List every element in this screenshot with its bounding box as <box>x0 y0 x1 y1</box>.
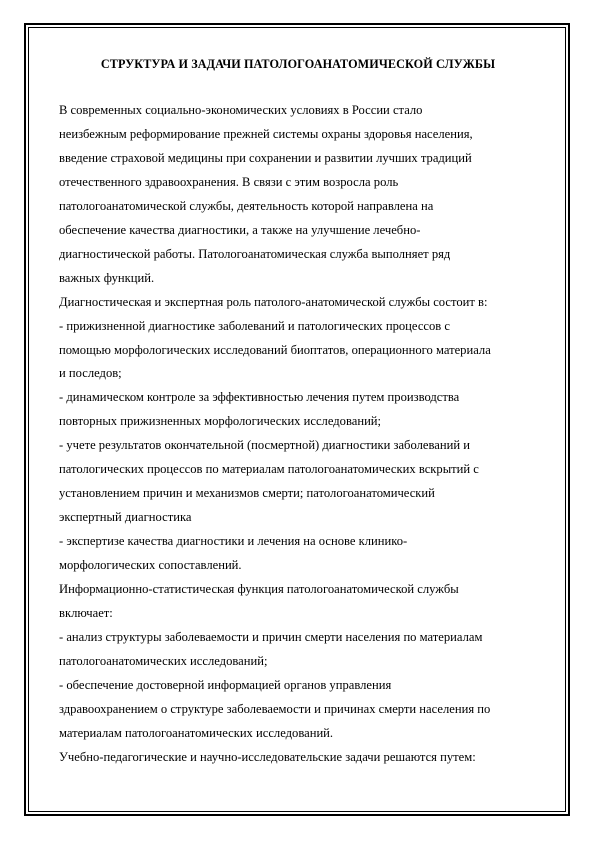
text-line: неизбежным реформирование прежней системы охраны здоровья населения, <box>59 126 473 141</box>
text-line: обеспечение качества диагностики, а также на улучшение лечебно- <box>59 222 421 237</box>
text-line: материалам патологоанатомических исследований. <box>59 725 334 740</box>
text-line: диагностической работы. Патологоанатомическая служба выполняет ряд <box>59 246 451 261</box>
text-line: - обеспечение достоверной информацией органов управления <box>59 677 392 692</box>
text-line: морфологических сопоставлений. <box>59 558 242 573</box>
document-body <box>59 99 541 770</box>
text-line: помощью морфологических исследований биоптатов, операционного материала <box>59 342 491 357</box>
text-line: введение страховой медицины при сохранении и развитии лучших традиций <box>59 150 472 165</box>
text-line: и последов; <box>59 366 122 381</box>
text-line: патологоанатомической службы, деятельность которой направлена на <box>59 198 434 213</box>
text-line: включает: <box>59 606 113 621</box>
text-line: патологических процессов по материалам патологоанатомических вскрытий с <box>59 462 479 477</box>
text-line: Учебно-педагогические и научно-исследовательские задачи решаются путем: <box>59 749 476 764</box>
text-line: Информационно-статистическая функция патологоанатомической службы <box>59 582 459 597</box>
text-line: - экспертизе качества диагностики и лечения на основе клинико- <box>59 534 408 549</box>
text-line: - прижизненной диагностике заболеваний и патологических процессов с <box>59 318 450 333</box>
text-line: - учете результатов окончательной (посмертной) диагностики заболеваний и <box>59 438 470 453</box>
document-title: СТРУКТУРА И ЗАДАЧИ ПАТОЛОГОАНАТОМИЧЕСКОЙ СЛУЖБЫ <box>100 57 496 71</box>
text-line: - динамическом контроле за эффективностью лечения путем производства <box>59 390 460 405</box>
text-line: повторных прижизненных морфологических исследований; <box>59 414 382 429</box>
text-line: установлением причин и механизмов смерти; патологоанатомический <box>59 486 435 501</box>
text-line: В современных социально-экономических условиях в России стало <box>59 103 423 117</box>
text-line: важных функций. <box>59 270 155 285</box>
text-line: патологоанатомических исследований; <box>59 653 268 668</box>
text-line: - анализ структуры заболеваемости и причин смерти населения по материалам <box>59 629 483 644</box>
text-line: экспертный диагностика <box>59 510 192 525</box>
text-line: отечественного здравоохранения. В связи с этим возросла роль <box>59 174 399 189</box>
text-line: Диагностическая и экспертная роль патолого-анатомической службы состоит в: <box>59 294 488 309</box>
text-line: здравоохранением о структуре заболеваемости и причинах смерти населения по <box>59 701 491 716</box>
